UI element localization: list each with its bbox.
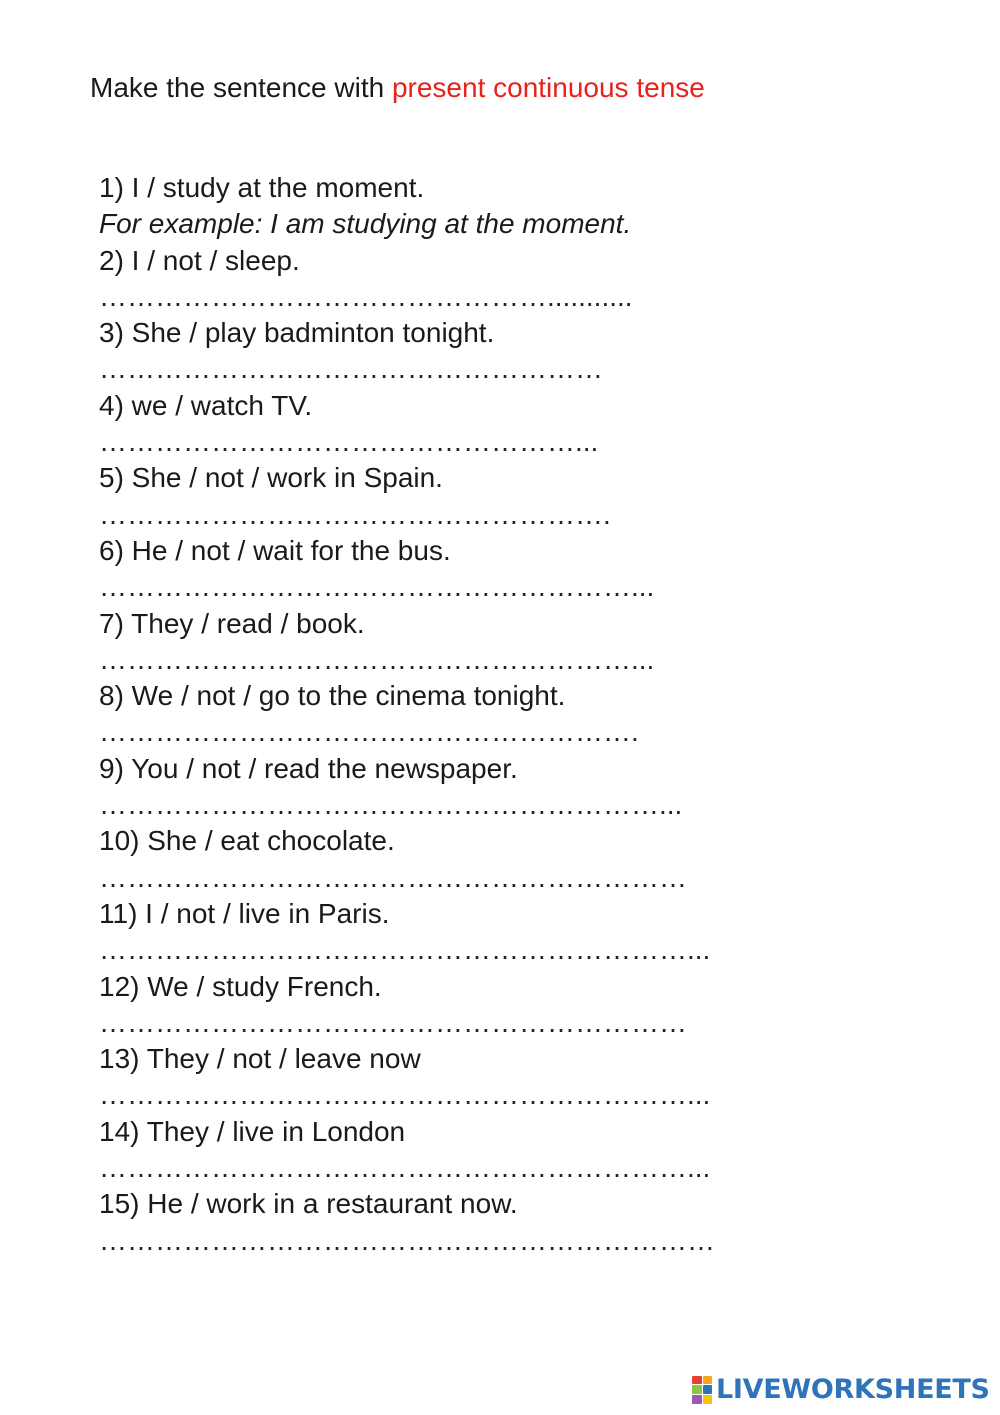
liveworksheets-logo	[692, 1374, 990, 1405]
answer-line[interactable]: ………………………………………………………...	[99, 1079, 711, 1111]
exercise-prompt: 6) He / not / wait for the bus.	[99, 534, 451, 566]
answer-line[interactable]: …………………………………………………...	[99, 643, 655, 675]
answer-line[interactable]: ……………………………………………………...	[99, 789, 683, 821]
answer-line[interactable]: …………………………………………………………	[99, 1224, 715, 1256]
logo-square	[703, 1376, 713, 1385]
answer-line[interactable]: ………………………………………………………	[99, 1006, 687, 1038]
exercise-prompt: 4) we / watch TV.	[99, 389, 313, 421]
logo-text: LIVEWORKSHEETS	[716, 1374, 990, 1405]
answer-line[interactable]: ………………………………………………….	[99, 716, 639, 748]
answer-line[interactable]: ………………………………………………………	[99, 861, 687, 893]
answer-line[interactable]: ………………………………………………	[99, 353, 603, 385]
logo-square	[692, 1395, 702, 1404]
worksheet-title	[90, 69, 705, 107]
exercise-prompt: 7) They / read / book.	[99, 607, 365, 639]
exercise-prompt: 14) They / live in London	[99, 1115, 406, 1147]
answer-line[interactable]: …………………………………………………...	[99, 571, 655, 603]
logo-square	[703, 1385, 713, 1394]
title-plain: Make the sentence with	[90, 72, 392, 103]
logo-square	[692, 1385, 702, 1394]
exercise-prompt: 11) I / not / live in Paris.	[99, 897, 390, 929]
exercise-prompt: 12) We / study French.	[99, 970, 382, 1002]
exercise-list	[99, 170, 919, 1259]
answer-line[interactable]: ………………………………………………………...	[99, 1152, 711, 1184]
exercise-prompt: 8) We / not / go to the cinema tonight.	[99, 680, 566, 712]
exercise-prompt: 9) You / not / read the newspaper.	[99, 752, 518, 784]
logo-grid-icon	[692, 1376, 712, 1404]
logo-square	[692, 1376, 702, 1385]
exercise-prompt: 1) I / study at the moment.	[99, 172, 425, 203]
exercise-prompt: 3) She / play badminton tonight.	[99, 317, 495, 349]
title-accent: present continuous tense	[391, 72, 705, 103]
example-sentence: For example: I am studying at the moment.	[99, 208, 632, 240]
answer-line[interactable]: ……………………………………………...	[99, 426, 599, 458]
logo-square	[703, 1395, 713, 1404]
exercise-prompt: 5) She / not / work in Spain.	[99, 462, 443, 494]
answer-line[interactable]: …………………………………………...........	[99, 280, 633, 312]
exercise-prompt: 15) He / work in a restaurant now.	[99, 1188, 518, 1220]
answer-line[interactable]: ……………………………………………….	[99, 498, 611, 530]
exercise-prompt: 10) She / eat chocolate.	[99, 825, 395, 857]
answer-line[interactable]: ………………………………………………………...	[99, 934, 711, 966]
exercise-prompt: 2) I / not / sleep.	[99, 244, 300, 276]
exercise-prompt: 13) They / not / leave now	[99, 1043, 421, 1075]
